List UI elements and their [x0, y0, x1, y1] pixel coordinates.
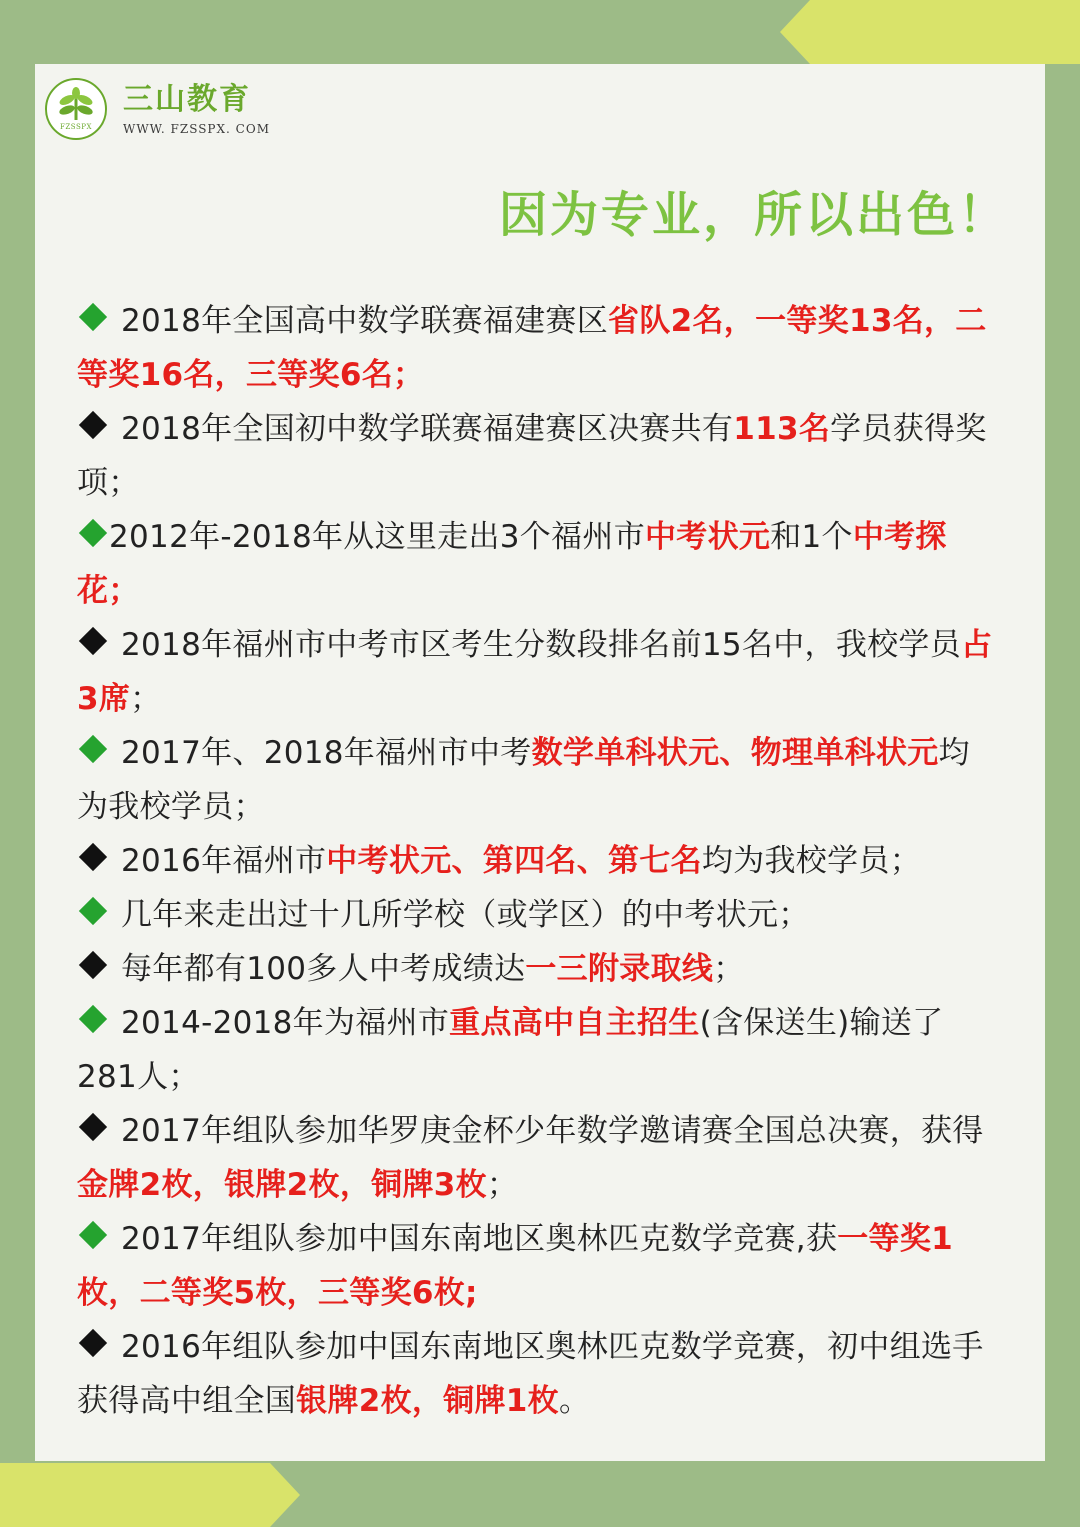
body-text: 。 — [558, 1383, 591, 1419]
brand-name: 三山教育 — [123, 82, 251, 117]
achievement-item — [77, 1104, 997, 1212]
highlight-text: 重点高中自主招生 — [449, 1005, 700, 1041]
body-text: 2017年组队参加中国东南地区奥林匹克数学竞赛,获 — [121, 1221, 838, 1257]
achievement-item — [77, 996, 997, 1104]
body-text: ； — [130, 681, 162, 717]
diamond-bullet-icon — [79, 1113, 107, 1141]
body-text: 均为我校学员； — [701, 843, 922, 879]
achievement-item — [77, 1212, 997, 1320]
highlight-text: 中考探花； — [77, 519, 947, 609]
achievement-item — [77, 726, 997, 834]
diamond-bullet-icon — [79, 951, 107, 979]
content-panel — [35, 64, 1045, 1461]
highlight-text: 省队2名，一等奖13名，二等奖16名，三等奖6名； — [77, 303, 987, 393]
body-text: 2012年-2018年从这里走出3个福州市 — [109, 519, 645, 555]
corner-decoration-top-right — [780, 0, 1080, 64]
body-text: 几年来走出过十几所学校（或学区）的中考状元； — [121, 897, 810, 933]
diamond-bullet-icon — [79, 411, 107, 439]
diamond-bullet-icon — [79, 735, 107, 763]
body-text: ； — [713, 951, 745, 987]
highlight-text: 占3席 — [77, 627, 993, 717]
body-text: 2016年组队参加中国东南地区奥林匹克数学竞赛，初中组选手获得高中组全国 — [77, 1329, 984, 1419]
achievement-item — [77, 942, 997, 996]
diamond-bullet-icon — [79, 303, 107, 331]
body-text: ； — [486, 1167, 519, 1203]
achievement-item — [77, 834, 997, 888]
body-text: 均为我校学员； — [77, 735, 970, 825]
logo-seal-text: FZSSPX — [60, 123, 92, 131]
slogan-heading: 因为专业，所以出色！ — [498, 187, 1009, 243]
achievement-item — [77, 1320, 997, 1428]
diamond-bullet-icon — [79, 1005, 107, 1033]
achievement-item — [77, 402, 997, 510]
achievement-item — [77, 888, 997, 942]
body-text: 2016年福州市 — [121, 843, 327, 879]
body-text: 2018年福州市中考市区考生分数段排名前15名中，我校学员 — [121, 627, 962, 663]
sprout-logo-icon — [45, 78, 107, 140]
highlight-text: 金牌2枚，银牌2枚，铜牌3枚 — [77, 1167, 487, 1203]
body-text: 学员获得奖项； — [77, 411, 987, 501]
achievement-item — [77, 618, 997, 726]
highlight-text: 一三附录取线 — [525, 951, 714, 987]
diamond-bullet-icon — [79, 519, 107, 547]
highlight-text: 银牌2枚，铜牌1枚 — [296, 1383, 559, 1419]
highlight-text: 一等奖1枚，二等奖5枚，三等奖6枚; — [77, 1221, 954, 1311]
body-text: 2018年全国初中数学联赛福建赛区决赛共有 — [121, 411, 734, 447]
achievement-list — [77, 294, 997, 1428]
body-text: 2018年全国高中数学联赛福建赛区 — [121, 303, 608, 339]
body-text: 2014-2018年为福州市 — [121, 1005, 450, 1041]
brand-url: WWW. FZSSPX. COM — [123, 122, 270, 136]
achievement-item — [77, 294, 997, 402]
diamond-bullet-icon — [79, 1221, 107, 1249]
diamond-bullet-icon — [79, 897, 107, 925]
body-text: 和1个 — [770, 519, 853, 555]
corner-decoration-bottom-left — [0, 1463, 300, 1527]
diamond-bullet-icon — [79, 627, 107, 655]
body-text: 每年都有100多人中考成绩达 — [121, 951, 526, 987]
body-text: 2017年组队参加华罗庚金杯少年数学邀请赛全国总决赛，获得 — [121, 1113, 984, 1149]
brand-logo — [45, 78, 270, 140]
body-text: (含保送生)输送了281人； — [77, 1005, 944, 1095]
diamond-bullet-icon — [79, 843, 107, 871]
body-text: 2017年、2018年福州市中考 — [121, 735, 532, 771]
highlight-text: 113名 — [733, 411, 831, 447]
highlight-text: 中考状元、第四名、第七名 — [326, 843, 702, 879]
diamond-bullet-icon — [79, 1329, 107, 1357]
achievement-item — [77, 510, 997, 618]
highlight-text: 中考状元 — [645, 519, 771, 555]
highlight-text: 数学单科状元、物理单科状元 — [531, 735, 939, 771]
